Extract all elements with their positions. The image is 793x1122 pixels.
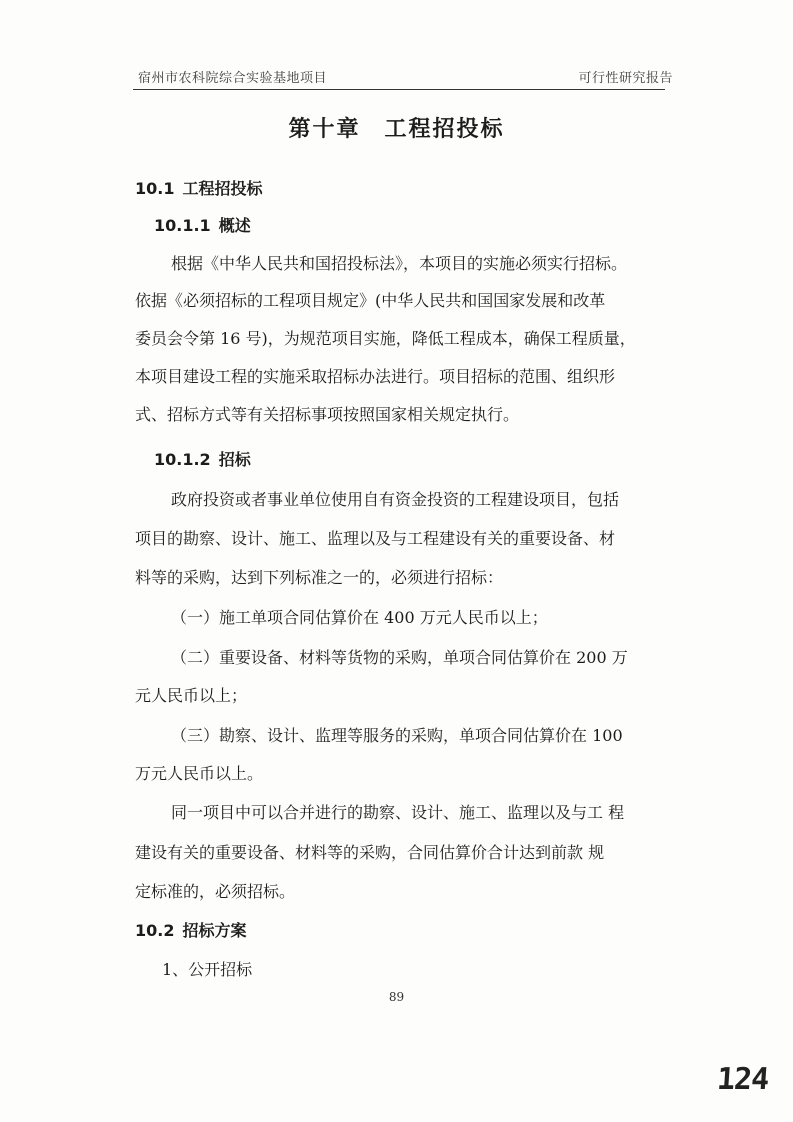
section-title: 招标方案 [182,921,247,940]
section-title: 概述 [218,216,251,235]
chapter-name: 工程招投标 [384,117,505,142]
section-title: 招标 [218,450,251,469]
list-item: （二）重要设备、材料等货物的采购，单项合同估算价在 200 万 [171,648,628,667]
section-number: 10.1 [135,179,175,198]
section-heading-10-2 [135,918,247,941]
section-heading-10-1 [135,176,263,199]
list-item: （三）勘察、设计、监理等服务的采购，单项合同估算价在 100 [171,726,623,745]
chapter-number: 第十章 [288,117,361,142]
list-item-continuation: 元人民币以上； [135,686,248,705]
header-report-type: 可行性研究报告 [578,71,673,86]
paragraph-line: 项目的勘察、设计、施工、监理以及与工程建设有关的重要设备、材 [135,529,616,548]
paragraph-line: 料等的采购，达到下列标准之一的，必须进行招标： [135,568,504,587]
section-title: 工程招投标 [182,179,263,198]
list-item-continuation: 万元人民币以上。 [135,764,264,783]
paragraph-line: 依据《必须招标的工程项目规定》(中华人民共和国国家发展和改革 [135,291,606,310]
section-heading-10-1-1 [154,213,251,236]
header-project-name: 宿州市农科院综合实验基地项目 [138,71,328,86]
section-number: 10.1.1 [154,216,211,235]
paragraph-line: 同一项目中可以合并进行的勘察、设计、施工、监理以及与工 程 [171,803,625,822]
paragraph-line: 委员会令第 16 号)，为规范项目实施，降低工程成本，确保工程质量， [135,329,636,348]
header-divider [133,89,665,90]
chapter-title [0,112,793,143]
paragraph-line: 式、招标方式等有关招标事项按照国家相关规定执行。 [135,405,520,424]
section-heading-10-1-2 [154,447,251,470]
section-number: 10.2 [135,921,175,940]
paragraph-line: 定标准的，必须招标。 [135,882,296,901]
paragraph-line: 根据《中华人民共和国招投标法》，本项目的实施必须实行招标。 [171,254,628,273]
paragraph-line: 本项目建设工程的实施采取招标办法进行。项目招标的范围、组织形 [135,367,616,386]
handwritten-page-stamp: 124 [715,1062,770,1097]
paragraph-line: 建设有关的重要设备、材料等的采购，合同估算价合计达到前款 规 [135,843,605,862]
section-number: 10.1.2 [154,450,211,469]
page-number: 89 [388,990,405,1004]
list-item: （一）施工单项合同估算价在 400 万元人民币以上； [171,608,548,627]
paragraph-line: 政府投资或者事业单位使用自有资金投资的工程建设项目，包括 [171,490,620,509]
list-item: 1、公开招标 [162,960,253,979]
